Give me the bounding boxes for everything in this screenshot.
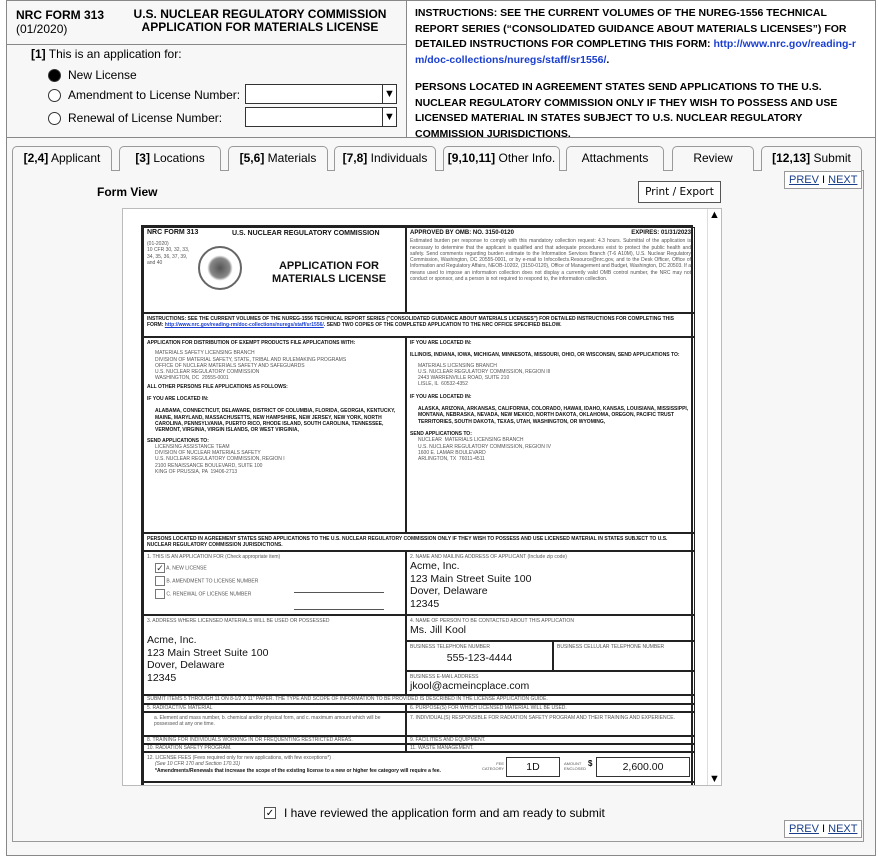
agency-name: U.S. NUCLEAR REGULATORY COMMISSION (133, 7, 387, 21)
located-heading: IF YOU ARE LOCATED IN: (410, 340, 472, 346)
omb-number: APPROVED BY OMB: NO. 3150-0120 (410, 230, 514, 236)
tab-label: Materials (264, 151, 317, 165)
email-label: BUSINESS E-MAIL ADDRESS (410, 674, 479, 680)
doc-nureg-link[interactable]: http://www.nrc.gov/reading-rm/doc-collections/nuregs/staff/sr1556/ (164, 322, 324, 329)
form-title-text: APPLICATION FOR MATERIALS LICENSE (141, 20, 379, 34)
header-panel (6, 0, 407, 138)
tab-label: Review (693, 151, 733, 165)
item1-label: 1. THIS IS AN APPLICATION FOR (Check appropriate item) (147, 554, 281, 560)
burden-statement: Estimated burden per response to comply with this mandatory collection request: 4.3 hours. Submittal of the application is necessary to determine that the applicant is qualified and that adequate procedures exist to protect the public health and safety. Send comments regarding burden estimate to the Information Services Branch (T-6 A10M), U.S. Nuclear Regulatory Commission, Washington, DC 20555-0001, or by e-mail to Infocollects.Resource@nrc.gov, and to the Desk Officer, Office of Information and Regulatory Affairs, NEOB-10202, (3150-0120), Office of Management and Budget, Washington, DC 20503. If a means used to impose an information collection does not display a currently valid OMB control number, the NRC may not conduct or sponsor, and a person is not required to respond to, the information collection. (410, 238, 691, 283)
doc-addresses-left (143, 337, 406, 533)
doc-item-1 (143, 551, 406, 615)
item1c-label: C. RENEWAL OF LICENSE NUMBER (166, 591, 252, 598)
instructions-panel (406, 0, 876, 138)
option-label: Renewal of License Number: (68, 111, 223, 125)
doc-item-6: 6. PURPOSE(S) FOR WHICH LICENSED MATERIAL WILL BE USED. (406, 704, 695, 712)
fee-category-value: 1D (506, 757, 560, 777)
item12-ref: (See 10 CFR 170 and Section 170.31) (155, 761, 241, 768)
item4-label: 4. NAME OF PERSON TO BE CONTACTED ABOUT THIS APPLICATION (410, 618, 574, 624)
dropdown-arrow-icon[interactable]: ▼ (382, 108, 396, 126)
next-link[interactable]: NEXT (828, 174, 858, 186)
all-other-heading: ALL OTHER PERSONS FILE APPLICATIONS AS FOLLOWS: (147, 383, 288, 390)
tab-number: [2,4] (23, 151, 49, 165)
doc-email (406, 671, 695, 695)
doc-cfr: (01-2020) 10 CFR 30, 32, 33, 34, 35, 36, 37, 39, and 40 (147, 241, 190, 266)
print-export-button[interactable]: Print / Export (638, 181, 721, 203)
tab-attachments[interactable] (566, 146, 664, 171)
currency-symbol: $ (588, 759, 593, 768)
form-viewer[interactable] (122, 208, 722, 786)
tab-label: Submit (810, 151, 851, 165)
doc-header-right (406, 227, 695, 313)
application-for-label (31, 47, 182, 61)
expires-date: EXPIRES: 01/31/2023 (631, 230, 691, 236)
dropdown-arrow-icon[interactable]: ▼ (382, 85, 396, 103)
region3-states: ILLINOIS, INDIANA, IOWA, MICHIGAN, MINNESOTA, MISSOURI, OHIO, OR WISCONSIN, SEND APPLICATIONS TO: (410, 352, 680, 359)
doc-item-5a: a. Element and mass number, b. chemical and/or physical form, and c. maximum amount which will be possessed at any one time. (143, 712, 406, 736)
tab-label: Other Info. (495, 151, 556, 165)
doc-item-5: 5. RADIOACTIVE MATERIAL (143, 704, 406, 712)
radio-amendment[interactable] (48, 89, 61, 102)
doc-instructions-text: INSTRUCTIONS: SEE THE CURRENT VOLUMES OF THE NUREG-1556 TECHNICAL REPORT SERIES ("CONSOLIDATED GUIDANCE ABOUT MATERIALS LICENSES") FOR DETAILED INSTRUCTIONS FOR COMPLETING THIS FORM: (147, 316, 674, 329)
email-value: jkool@acmeincplace.com (410, 680, 530, 693)
doc-item-4 (406, 615, 695, 641)
tab-materials[interactable] (228, 146, 328, 171)
send-to-heading: SEND APPLICATIONS TO: (147, 437, 209, 444)
doc-item-3 (143, 615, 406, 695)
tab-applicant[interactable] (12, 146, 112, 171)
form-view-title: Form View (97, 185, 158, 199)
option-label: Amendment to License Number: (68, 88, 241, 102)
doc-form-number: NRC FORM 313 (147, 229, 199, 236)
checkbox-new-license: ✓ (156, 563, 164, 574)
review-confirm-label: I have reviewed the application form and am ready to submit (284, 806, 605, 820)
doc-item-9: 9. FACILITIES AND EQUIPMENT. (406, 736, 695, 744)
doc-phone (406, 641, 553, 671)
doc-agreement-states: PERSONS LOCATED IN AGREEMENT STATES SEND APPLICATIONS TO THE U.S. NUCLEAR REGULATORY COMMISSION ONLY IF THEY WISH TO POSSESS AND USE LICENSED MATERIAL IN STATES SUBJECT TO U.S. NUCLEAR REGULATORY COMMISSION JURISDICTIONS. (143, 533, 695, 551)
tab-locations[interactable] (119, 146, 221, 171)
doc-item-7: 7. INDIVIDUAL(S) RESPONSIBLE FOR RADIATION SAFETY PROGRAM AND THEIR TRAINING AND EXPERIENCE. (406, 712, 695, 736)
tab-label: Locations (149, 151, 205, 165)
region1-address: LICENSING ASSISTANCE TEAM DIVISION OF NUCLEAR MATERIALS SAFETY U.S. NUCLEAR REGULATORY COMMISSION, REGION I 2100 RENAISSANCE BOULEVARD, SUITE 100 KING OF PRUSSIA, PA 19406-2713 (155, 443, 285, 476)
radio-renewal[interactable] (48, 112, 61, 125)
region3-address: MATERIALS LICENSING BRANCH U.S. NUCLEAR REGULATORY COMMISSION, REGION III 2443 WARRENVILLE ROAD, SUITE 210 LISLE, IL 60532-4352 (418, 362, 551, 388)
amount-label: AMOUNT ENCLOSED (564, 761, 587, 771)
region4-states: ALASKA, ARIZONA, ARKANSAS, CALIFORNIA, COLORADO, HAWAII, IDAHO, KANSAS, LOUISIANA, MISSISSIPPI, MONTANA, NEBRASKA, NEVADA, NEW MEXICO, NORTH DAKOTA, OKLAHOMA, OREGON, PACIFIC TRUST TERRITORIES, SOUTH DAKOTA, TEXAS, UTAH, WASHINGTON, OR WYOMING, (418, 406, 689, 425)
fee-category-label: FEE CATEGORY (482, 761, 505, 771)
tab-label: Applicant (48, 151, 101, 165)
agreement-states-note: PERSONS LOCATED IN AGREEMENT STATES SEND APPLICATIONS TO THE U.S. NUCLEAR REGULATORY COMMISSION ONLY IF THEY WISH TO POSSESS AND USE LICENSED MATERIAL IN STATES SUBJECT TO U.S. NUCLEAR REGULATORY COMMISSION JURISDICTIONS. (415, 81, 838, 140)
applicant-address: Acme, Inc. 123 Main Street Suite 100 Dover, Delaware 12345 (410, 560, 532, 610)
item1b-label: B. AMENDMENT TO LICENSE NUMBER (166, 578, 259, 585)
tab-number: [12,13] (772, 151, 811, 165)
header-divider (7, 44, 406, 45)
item12-note: *Amendments/Renewals that increase the scope of the existing license to a new or higher fee category will require a fee. (155, 767, 441, 774)
nureg-link[interactable]: http://www.nrc.gov/reading-rm/doc-collections/nuregs/staff/sr1556/ (415, 38, 856, 66)
item12-label: 12. LICENSE FEES (Fees required only for new applications, with few exceptions*) (147, 755, 331, 761)
doc-addresses-right (406, 337, 695, 533)
instructions-text (415, 6, 867, 68)
region1-states: ALABAMA, CONNECTICUT, DELAWARE, DISTRICT OF COLUMBIA, FLORIDA, GEORGIA, KENTUCKY, MAINE, MARYLAND, MASSACHUSETTS, NEW HAMPSHIRE, NEW JERSEY, NEW YORK, NORTH CAROLINA, PENNSYLVANIA, PUERTO RICO, RHODE ISLAND, SOUTH CAROLINA, TENNESSEE, VERMONT, VIRGINIA, VIRGIN ISLANDS, OR WEST VIRGINIA, (155, 408, 396, 434)
review-confirm-checkbox[interactable]: ✓ (265, 808, 275, 819)
item3-label: 3. ADDRESS WHERE LICENSED MATERIALS WILL BE USED OR POSSESSED (147, 618, 330, 624)
doc-next-row (143, 782, 695, 786)
tab-submit[interactable] (761, 146, 862, 171)
nav-separator: I (818, 823, 829, 835)
option-amendment[interactable] (48, 88, 240, 102)
doc-item-10: 10. RADIATION SAFETY PROGRAM. (143, 744, 406, 752)
phone-label: BUSINESS TELEPHONE NUMBER (410, 644, 490, 650)
exempt-heading: APPLICATION FOR DISTRIBUTION OF EXEMPT PRODUCTS FILE APPLICATIONS WITH: (147, 340, 356, 346)
located-heading: IF YOU ARE LOCATED IN: (410, 393, 472, 400)
form-number: NRC FORM 313 (16, 8, 105, 22)
application-for-number: [1] (31, 47, 46, 61)
prev-link[interactable]: PREV (789, 174, 819, 186)
instructions-end: . (606, 53, 610, 66)
doc-instructions (143, 313, 695, 337)
item2-label: 2. NAME AND MAILING ADDRESS OF APPLICANT (Include zip code) (410, 554, 567, 560)
doc-submit-note: SUBMIT ITEMS 5 THROUGH 11 ON 8-1/2 X 11" PAPER. THE TYPE AND SCOPE OF INFORMATION TO BE PROVIDED IS DESCRIBED IN THE LICENSE APPLICATION GUIDE. (143, 695, 695, 704)
doc-agency: U.S. NUCLEAR REGULATORY COMMISSION (232, 230, 380, 237)
form-document (141, 225, 693, 786)
contact-name: Ms. Jill Kool (410, 624, 467, 637)
send-to-heading: SEND APPLICATIONS TO: (410, 430, 472, 437)
form-title (119, 8, 401, 34)
tab-number: [9,10,11] (447, 151, 496, 165)
option-new-license[interactable] (48, 68, 137, 82)
pagination-top (784, 171, 862, 189)
pagination-bottom (784, 820, 862, 838)
tab-number: [3] (135, 151, 150, 165)
exempt-address: MATERIALS SAFETY LICENSING BRANCH DIVISION OF MATERIAL SAFETY, STATE, TRIBAL AND RULEMAKING PROGRAMS OFFICE OF NUCLEAR MATERIALS SAFETY AND SAFEGUARDS U.S. NUCLEAR REGULATORY COMMISSION WASHINGTON, DC 20555-0001 (155, 350, 347, 382)
nav-separator: I (818, 174, 829, 186)
use-address: Acme, Inc. 123 Main Street Suite 100 Dover, Delaware 12345 (147, 634, 269, 684)
item1a-label: A. NEW LICENSE (166, 565, 207, 572)
phone-value: 555-123-4444 (446, 652, 513, 665)
located-heading: IF YOU ARE LOCATED IN: (147, 396, 209, 403)
tab-other-info[interactable] (443, 146, 560, 171)
tab-review[interactable] (672, 146, 754, 171)
scrollbar[interactable] (707, 209, 721, 785)
scroll-up-icon[interactable]: ▲ (709, 209, 720, 221)
doc-cell-phone (553, 641, 695, 671)
option-label: New License (68, 68, 137, 82)
amount-value: 2,600.00 (596, 757, 690, 777)
doc-header-left (143, 227, 406, 313)
renewal-number-line (294, 609, 384, 610)
option-renewal[interactable] (48, 111, 222, 125)
instructions-body: INSTRUCTIONS: SEE THE CURRENT VOLUMES OF THE NUREG-1556 TECHNICAL REPORT SERIES (“CONSOLIDATED GUIDANCE ABOUT MATERIALS LICENSES”) FOR DETAILED INSTRUCTIONS FOR COMPLETING THIS FORM: (415, 7, 847, 50)
doc-item-8: 8. TRAINING FOR INDIVIDUALS WORKING IN OR FREQUENTING RESTRICTED AREAS. (143, 736, 406, 744)
scroll-down-icon[interactable]: ▼ (709, 773, 720, 785)
tab-number: [5,6] (239, 151, 265, 165)
tab-number: [7,8] (342, 151, 368, 165)
renewal-license-select[interactable] (245, 107, 397, 127)
doc-item-12 (143, 752, 695, 782)
application-for-text: This is an application for: (48, 47, 182, 61)
next-link[interactable]: NEXT (828, 823, 858, 835)
region4-address: NUCLEAR MATERIALS LICENSING BRANCH U.S. NUCLEAR REGULATORY COMMISSION, REGION IV 1600 E. LAMAR BOULEVARD ARLINGTON, TX 76011-4511 (418, 437, 551, 463)
checkbox-renewal (155, 589, 165, 599)
tab-label: Attachments (581, 151, 649, 165)
nrc-seal-icon (198, 246, 242, 290)
tab-label: Individuals (367, 151, 428, 165)
doc-instructions-end: . SEND TWO COPIES OF THE COMPLETED APPLICATION TO THE NRC OFFICE SPECIFIED BELOW. (323, 322, 562, 329)
radio-new-license[interactable] (48, 69, 61, 82)
checkbox-amendment (155, 576, 165, 586)
form-date: (01/2020) (16, 22, 68, 36)
doc-item-11: 11. WASTE MANAGEMENT. (406, 744, 695, 752)
tab-individuals[interactable] (334, 146, 436, 171)
cell-label: BUSINESS CELLULAR TELEPHONE NUMBER (557, 644, 665, 650)
review-confirm[interactable] (264, 806, 605, 820)
doc-item-2 (406, 551, 695, 615)
amendment-number-line (294, 592, 384, 593)
doc-title: APPLICATION FOR MATERIALS LICENSE (271, 260, 387, 285)
amendment-license-select[interactable] (245, 84, 397, 104)
prev-link[interactable]: PREV (789, 823, 819, 835)
